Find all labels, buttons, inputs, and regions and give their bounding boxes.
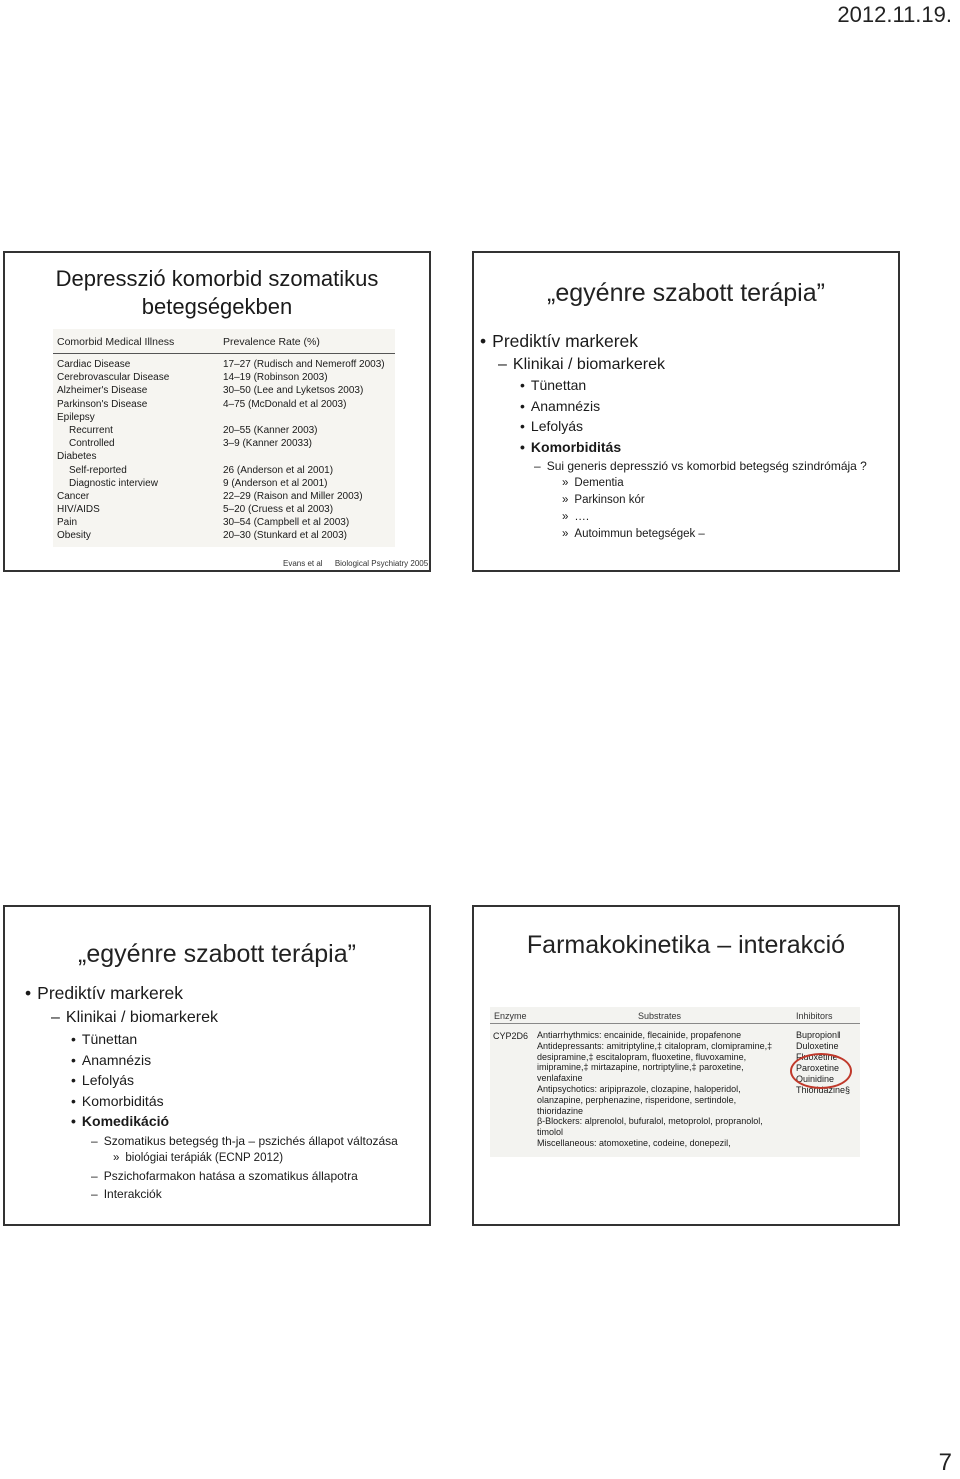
table-row	[53, 490, 395, 503]
bullet-marker: •	[71, 1092, 76, 1109]
slide-title: „egyénre szabott terápia”	[78, 940, 356, 968]
illness-cell: Cancer	[57, 490, 90, 502]
bullet-text: Lefolyás	[530, 418, 584, 434]
page-date: 2012.11.19.	[837, 2, 952, 27]
illness-cell: Alzheimer's Disease	[57, 385, 148, 397]
slide-personalized-therapy-2	[3, 905, 431, 1226]
substrates-list	[537, 1030, 772, 1149]
illness-cell: Epilepsy	[57, 411, 95, 423]
illness-cell: Self-reported	[69, 464, 127, 476]
bullet-level-4	[534, 459, 867, 473]
bullet-marker: »	[562, 494, 569, 506]
bullet-marker: –	[91, 1186, 98, 1201]
inhibitor-item: Paroxetine	[796, 1062, 840, 1073]
bullet-text: Komorbiditás	[530, 438, 622, 455]
bullet-marker: »	[562, 511, 569, 523]
rate-cell: 4–75 (McDonald et al 2003)	[223, 398, 347, 410]
bullet-level-3	[71, 1031, 137, 1047]
rate-cell: 14–19 (Robinson 2003)	[223, 372, 328, 384]
bullet-marker: •	[71, 1051, 76, 1068]
substrate-line: desipramine,‡ escitalopram, fluoxetine, fluvoxamine,	[537, 1051, 747, 1062]
bullet-marker: •	[480, 331, 487, 351]
bullet-level-3	[71, 1093, 164, 1109]
inhibitor-item: Thioridazine§	[796, 1084, 851, 1095]
table-row	[53, 464, 395, 477]
bullet-text: Lefolyás	[81, 1072, 135, 1088]
slide-title	[5, 265, 429, 321]
table-row	[53, 529, 395, 542]
bullet-marker: –	[534, 459, 541, 473]
rate-cell: 30–50 (Lee and Lyketsos 2003)	[223, 385, 364, 397]
illness-cell: Cerebrovascular Disease	[57, 372, 170, 384]
bullet-level-1	[25, 983, 183, 1004]
table-row	[53, 358, 395, 371]
table-row	[53, 411, 395, 424]
bullet-level-5	[562, 511, 589, 523]
bullet-marker: –	[91, 1168, 98, 1183]
bullet-text: ….	[574, 511, 590, 523]
table-row	[53, 437, 395, 450]
bullet-level-5	[562, 477, 624, 489]
highlight-circle	[790, 1053, 852, 1089]
illness-cell: Diabetes	[57, 451, 97, 463]
bullet-level-3	[520, 439, 621, 455]
table-row	[53, 384, 395, 397]
table-row	[53, 516, 395, 529]
bullet-text: Anamnézis	[81, 1051, 152, 1068]
bullet-marker: •	[520, 418, 525, 434]
bullet-text: Dementia	[574, 477, 624, 489]
table-header	[53, 335, 395, 354]
bullet-text: Interakciók	[103, 1186, 162, 1201]
inhibitor-item: Quinidine	[796, 1073, 835, 1084]
bullet-marker: –	[91, 1133, 98, 1148]
slide-title-line-2: betegségekben	[141, 294, 293, 319]
inhibitor-item: Bupropion‖	[796, 1030, 841, 1040]
table-row	[53, 450, 395, 463]
bullet-level-5	[562, 528, 705, 540]
bullet-marker: »	[562, 528, 569, 540]
substrate-line: imipramine,‡ mirtazapine, nortriptyline,‡ paroxetine,	[537, 1062, 744, 1073]
illness-cell: Recurrent	[69, 424, 113, 436]
substrate-line: β-Blockers: alprenolol, bufuralol, metoprolol, propranolol,	[537, 1116, 763, 1127]
bullet-level-2	[51, 1009, 218, 1027]
bullet-text: Parkinson kór	[574, 494, 645, 506]
substrate-line: Antiarrhythmics: encainide, flecainide, propafenone	[537, 1030, 742, 1040]
bullet-marker: •	[520, 397, 525, 414]
bullet-text: Tünettan	[530, 377, 587, 393]
bullet-text: Klinikai / biomarkerek	[512, 356, 665, 373]
bullet-text: Autoimmun betegségek –	[574, 528, 705, 540]
bullet-level-5	[562, 494, 645, 506]
substrate-line: venlafaxine	[537, 1073, 583, 1084]
prevalence-table	[53, 329, 395, 547]
substrate-line: thioridazine	[537, 1105, 584, 1116]
bullet-text: biológiai terápiák (ECNP 2012)	[125, 1151, 284, 1164]
header-rate: Prevalence Rate (%)	[223, 336, 320, 348]
bullet-text: Tünettan	[81, 1031, 138, 1047]
illness-cell: Diagnostic interview	[69, 477, 158, 489]
bullet-marker: •	[71, 1031, 76, 1047]
bullet-level-4	[91, 1169, 358, 1183]
table-row	[53, 503, 395, 516]
bullet-level-4	[91, 1187, 162, 1201]
bullet-marker: •	[25, 983, 32, 1003]
bullet-level-4	[91, 1134, 398, 1148]
illness-cell: Parkinson's Disease	[57, 398, 148, 410]
bullet-marker: –	[498, 356, 507, 373]
substrate-line: Antipsychotics: aripiprazole, clozapine, haloperidol,	[537, 1083, 741, 1094]
bullet-text: Komedikáció	[81, 1113, 170, 1129]
bullet-level-3	[520, 418, 583, 434]
bullet-level-2	[498, 356, 665, 374]
table-row	[53, 477, 395, 490]
bullet-text: Komorbiditás	[81, 1092, 164, 1109]
substrate-line: timolol	[537, 1127, 564, 1138]
bullet-text: Sui generis depresszió vs komorbid betegség szindrómája ?	[546, 459, 867, 473]
header-enzyme: Enzyme	[494, 1011, 527, 1021]
bullet-level-3	[71, 1113, 169, 1129]
table-row	[53, 398, 395, 411]
slide-title: „egyénre szabott terápia”	[547, 279, 825, 307]
slide-title-line-1: Depresszió komorbid szomatikus	[55, 266, 379, 291]
citation-author: Evans et al	[283, 559, 323, 568]
slide-title: Farmakokinetika – interakció	[526, 931, 846, 959]
bullet-text: Pszichofarmakon hatása a szomatikus állapotra	[103, 1168, 358, 1183]
rate-cell: 17–27 (Rudisch and Nemeroff 2003)	[223, 359, 385, 370]
bullet-marker: •	[71, 1113, 76, 1129]
bullet-marker: »	[113, 1151, 120, 1164]
rate-cell: 5–20 (Cruess et al 2003)	[223, 504, 334, 516]
illness-cell: Pain	[57, 517, 78, 529]
slide-pharmacokinetics	[472, 905, 900, 1226]
bullet-level-1	[480, 331, 638, 352]
bullet-text: Szomatikus betegség th-ja – pszichés állapot változása	[103, 1133, 398, 1148]
slide-personalized-therapy-1	[472, 251, 900, 572]
inhibitor-item: Fluoxetine	[796, 1051, 838, 1062]
rate-cell: 20–30 (Stunkard et al 2003)	[223, 530, 347, 542]
rate-cell: 26 (Anderson et al 2001)	[223, 464, 334, 476]
bullet-level-3	[71, 1052, 151, 1068]
illness-cell: Obesity	[57, 530, 91, 542]
enzyme-name: CYP2D6	[493, 1031, 529, 1041]
bullet-marker: •	[71, 1072, 76, 1088]
slide-comorbid-depression	[3, 251, 431, 572]
page-number: 7	[938, 1449, 952, 1476]
illness-cell: Cardiac Disease	[57, 359, 131, 370]
substrate-line: Antidepressants: amitriptyline,‡ citalopram, clomipramine,‡	[537, 1040, 773, 1051]
illness-cell: HIV/AIDS	[57, 504, 100, 516]
citation-source: Biological Psychiatry 2005	[334, 559, 429, 568]
table-row	[53, 424, 395, 437]
bullet-marker: •	[520, 377, 525, 393]
bullet-text: Klinikai / biomarkerek	[65, 1009, 218, 1026]
header-inhibitors: Inhibitors	[796, 1011, 833, 1021]
rate-cell: 20–55 (Kanner 2003)	[223, 424, 318, 436]
bullet-marker: –	[51, 1009, 60, 1026]
bullet-text: Prediktív markerek	[37, 983, 184, 1003]
bullet-marker: »	[562, 477, 569, 489]
bullet-text: Prediktív markerek	[492, 331, 639, 351]
header-illness: Comorbid Medical Illness	[57, 336, 175, 348]
bullet-level-3	[71, 1072, 134, 1088]
rate-cell: 30–54 (Campbell et al 2003)	[223, 517, 350, 529]
substrate-line: Miscellaneous: atomoxetine, codeine, donepezil,	[537, 1137, 731, 1148]
bullet-level-3	[520, 398, 600, 414]
rate-cell: 22–29 (Raison and Miller 2003)	[223, 490, 363, 502]
slide-citation	[283, 559, 431, 568]
bullet-text: Anamnézis	[530, 397, 601, 414]
header-rule	[490, 1023, 860, 1024]
bullet-level-3	[520, 377, 586, 393]
substrate-line: olanzapine, perphenazine, risperidone, sertindole,	[537, 1094, 737, 1105]
inhibitor-item: Duloxetine	[796, 1040, 839, 1051]
bullet-level-5	[113, 1152, 283, 1164]
rate-cell: 3–9 (Kanner 20033)	[223, 438, 312, 450]
table-body	[53, 358, 395, 543]
illness-cell: Controlled	[69, 438, 115, 450]
table-row	[53, 371, 395, 384]
header-substrates: Substrates	[638, 1011, 682, 1021]
cyp2d6-table	[490, 1007, 860, 1157]
bullet-marker: •	[520, 438, 525, 455]
rate-cell: 9 (Anderson et al 2001)	[223, 477, 328, 489]
